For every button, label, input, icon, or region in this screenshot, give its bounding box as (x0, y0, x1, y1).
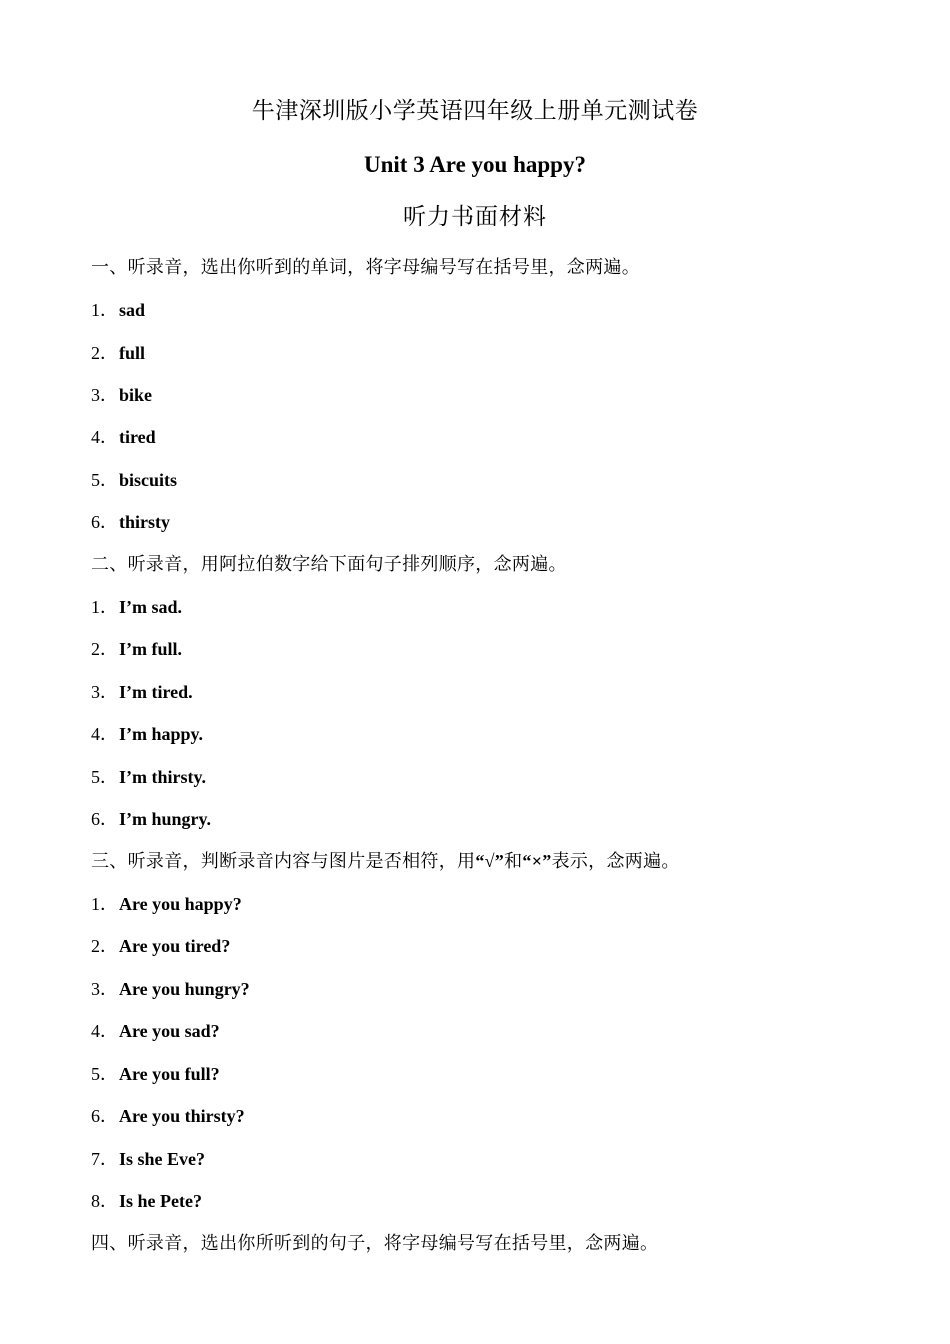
list-item (91, 594, 182, 620)
check-mark-symbol: “√” (475, 851, 505, 871)
item-number: 3． (91, 682, 118, 702)
section-4-heading: 四、听录音，选出你所听到的句子，将字母编号写在括号里，念两遍。 (91, 1233, 659, 1253)
item-text: sad (119, 300, 146, 320)
item-number: 4． (91, 427, 118, 447)
list-item (91, 679, 193, 705)
list-item (91, 976, 250, 1002)
list-item (91, 382, 152, 408)
section-3-heading-part: 三、听录音，判断录音内容与图片是否相符，用 (91, 851, 476, 871)
item-number: 5． (91, 1064, 118, 1084)
section-3-heading-part: 和 (504, 851, 523, 871)
list-item (91, 721, 203, 747)
list-item (91, 340, 145, 366)
list-item (91, 891, 242, 917)
item-number: 6． (91, 1106, 118, 1126)
item-number: 4． (91, 1021, 118, 1041)
document-title-english: Unit 3 Are you happy? (364, 152, 586, 177)
item-text: Is she Eve? (119, 1149, 206, 1169)
item-text: bike (119, 385, 153, 405)
item-text: Are you hungry? (119, 979, 250, 999)
list-item (91, 1061, 220, 1087)
item-text: Are you tired? (119, 936, 231, 956)
item-number: 4． (91, 724, 118, 744)
item-text: I’m full. (119, 639, 182, 659)
item-number: 2． (91, 343, 118, 363)
item-text: I’m hungry. (119, 809, 212, 829)
item-text: I’m sad. (119, 597, 183, 617)
item-number: 2． (91, 639, 118, 659)
item-text: Are you happy? (119, 894, 242, 914)
list-item (91, 424, 156, 450)
item-text: Is he Pete? (119, 1191, 202, 1211)
item-text: Are you thirsty? (119, 1106, 245, 1126)
item-number: 6． (91, 512, 118, 532)
section-3-heading-part: 表示，念两遍。 (551, 851, 680, 871)
item-text: Are you full? (119, 1064, 220, 1084)
list-item (91, 933, 230, 959)
item-number: 8． (91, 1191, 118, 1211)
section-3-heading (91, 848, 680, 874)
list-item (91, 1188, 202, 1214)
item-text: tired (119, 427, 156, 447)
item-number: 3． (91, 979, 118, 999)
item-text: I’m tired. (119, 682, 193, 702)
item-text: I’m thirsty. (119, 767, 206, 787)
list-item (91, 636, 182, 662)
item-number: 2． (91, 936, 118, 956)
item-number: 6． (91, 809, 118, 829)
section-1-heading: 一、听录音，选出你听到的单词，将字母编号写在括号里，念两遍。 (91, 257, 640, 277)
list-item (91, 1103, 245, 1129)
document-subtitle: 听力书面材料 (403, 204, 547, 229)
item-number: 5． (91, 767, 118, 787)
item-number: 3． (91, 385, 118, 405)
section-2-heading: 二、听录音，用阿拉伯数字给下面句子排列顺序，念两遍。 (91, 554, 567, 574)
item-number: 1． (91, 894, 118, 914)
list-item (91, 1146, 205, 1172)
item-number: 5． (91, 470, 118, 490)
list-item (91, 764, 206, 790)
item-text: full (119, 343, 146, 363)
item-number: 7． (91, 1149, 118, 1169)
list-item (91, 467, 177, 493)
item-number: 1． (91, 300, 118, 320)
list-item (91, 297, 145, 323)
cross-mark-symbol: “×” (522, 851, 552, 871)
list-item (91, 509, 170, 535)
item-text: Are you sad? (119, 1021, 220, 1041)
document-title-chinese: 牛津深圳版小学英语四年级上册单元测试卷 (251, 98, 699, 123)
item-text: I’m happy. (119, 724, 204, 744)
item-text: biscuits (119, 470, 178, 490)
list-item (91, 1018, 220, 1044)
item-number: 1． (91, 597, 118, 617)
list-item (91, 806, 211, 832)
item-text: thirsty (119, 512, 170, 532)
